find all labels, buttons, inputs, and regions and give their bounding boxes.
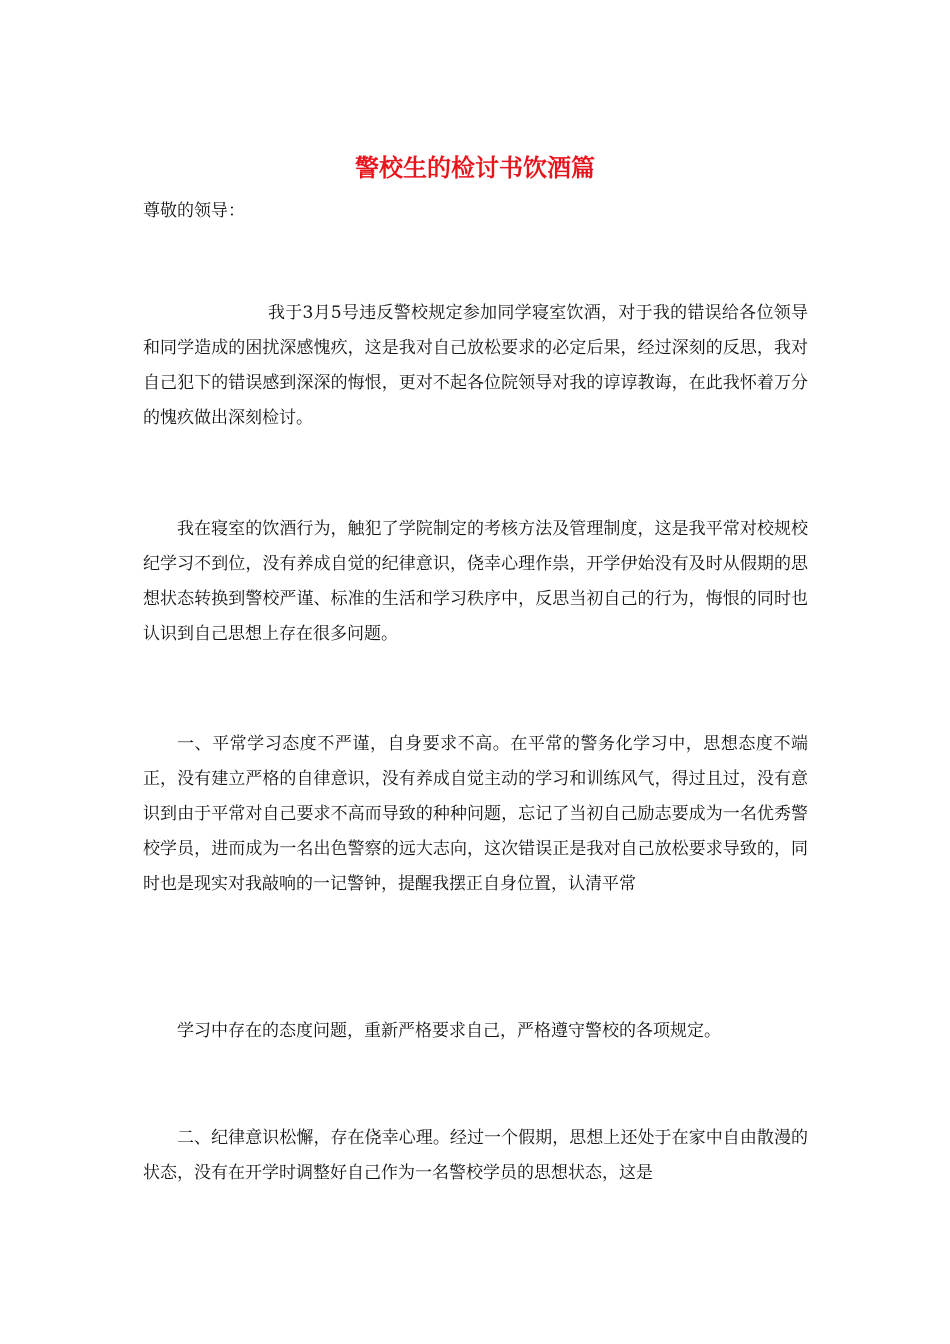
paragraph-intro: 我于3月5号违反警校规定参加同学寝室饮酒，对于我的错误给各位领导和同学造成的困扰深感愧疚，这是我对自己放松要求的必定后果，经过深刻的反思，我对自己犯下的错误感到深深的悔恨，更对不起各位院领导对我的谆谆教诲，在此我怀着万分的愧疚做出深刻检讨。 [143,303,808,428]
document-title: 警校生的检讨书饮酒篇 [355,153,595,182]
paragraph-point-one: 一、平常学习态度不严谨，自身要求不高。在平常的警务化学习中，思想态度不端正，没有建立严格的自律意识，没有养成自觉主动的学习和训练风气，得过且过，没有意识到由于平常对自己要求不高而导致的种种问题，忘记了当初自己励志要成为一名优秀警校学员，进而成为一名出色警察的远大志向，这次错误正是我对自己放松要求导致的，同时也是现实对我敲响的一记警钟，提醒我摆正自身位置，认清平常 [143,734,808,894]
paragraph-reflection: 我在寝室的饮酒行为，触犯了学院制定的考核方法及管理制度，这是我平常对校规校纪学习不到位，没有养成自觉的纪律意识，侥幸心理作祟，开学伊始没有及时从假期的思想状态转换到警校严谨、标准的生活和学习秩序中，反思当初自己的行为，悔恨的同时也认识到自己思想上存在很多问题。 [143,519,808,644]
salutation: 尊敬的领导： [143,201,245,221]
paragraph-point-one-continued: 学习中存在的态度问题，重新严格要求自己，严格遵守警校的各项规定。 [177,1021,721,1041]
paragraph-point-two: 二、纪律意识松懈，存在侥幸心理。经过一个假期，思想上还处于在家中自由散漫的状态，没有在开学时调整好自己作为一名警校学员的思想状态，这是 [143,1128,808,1183]
